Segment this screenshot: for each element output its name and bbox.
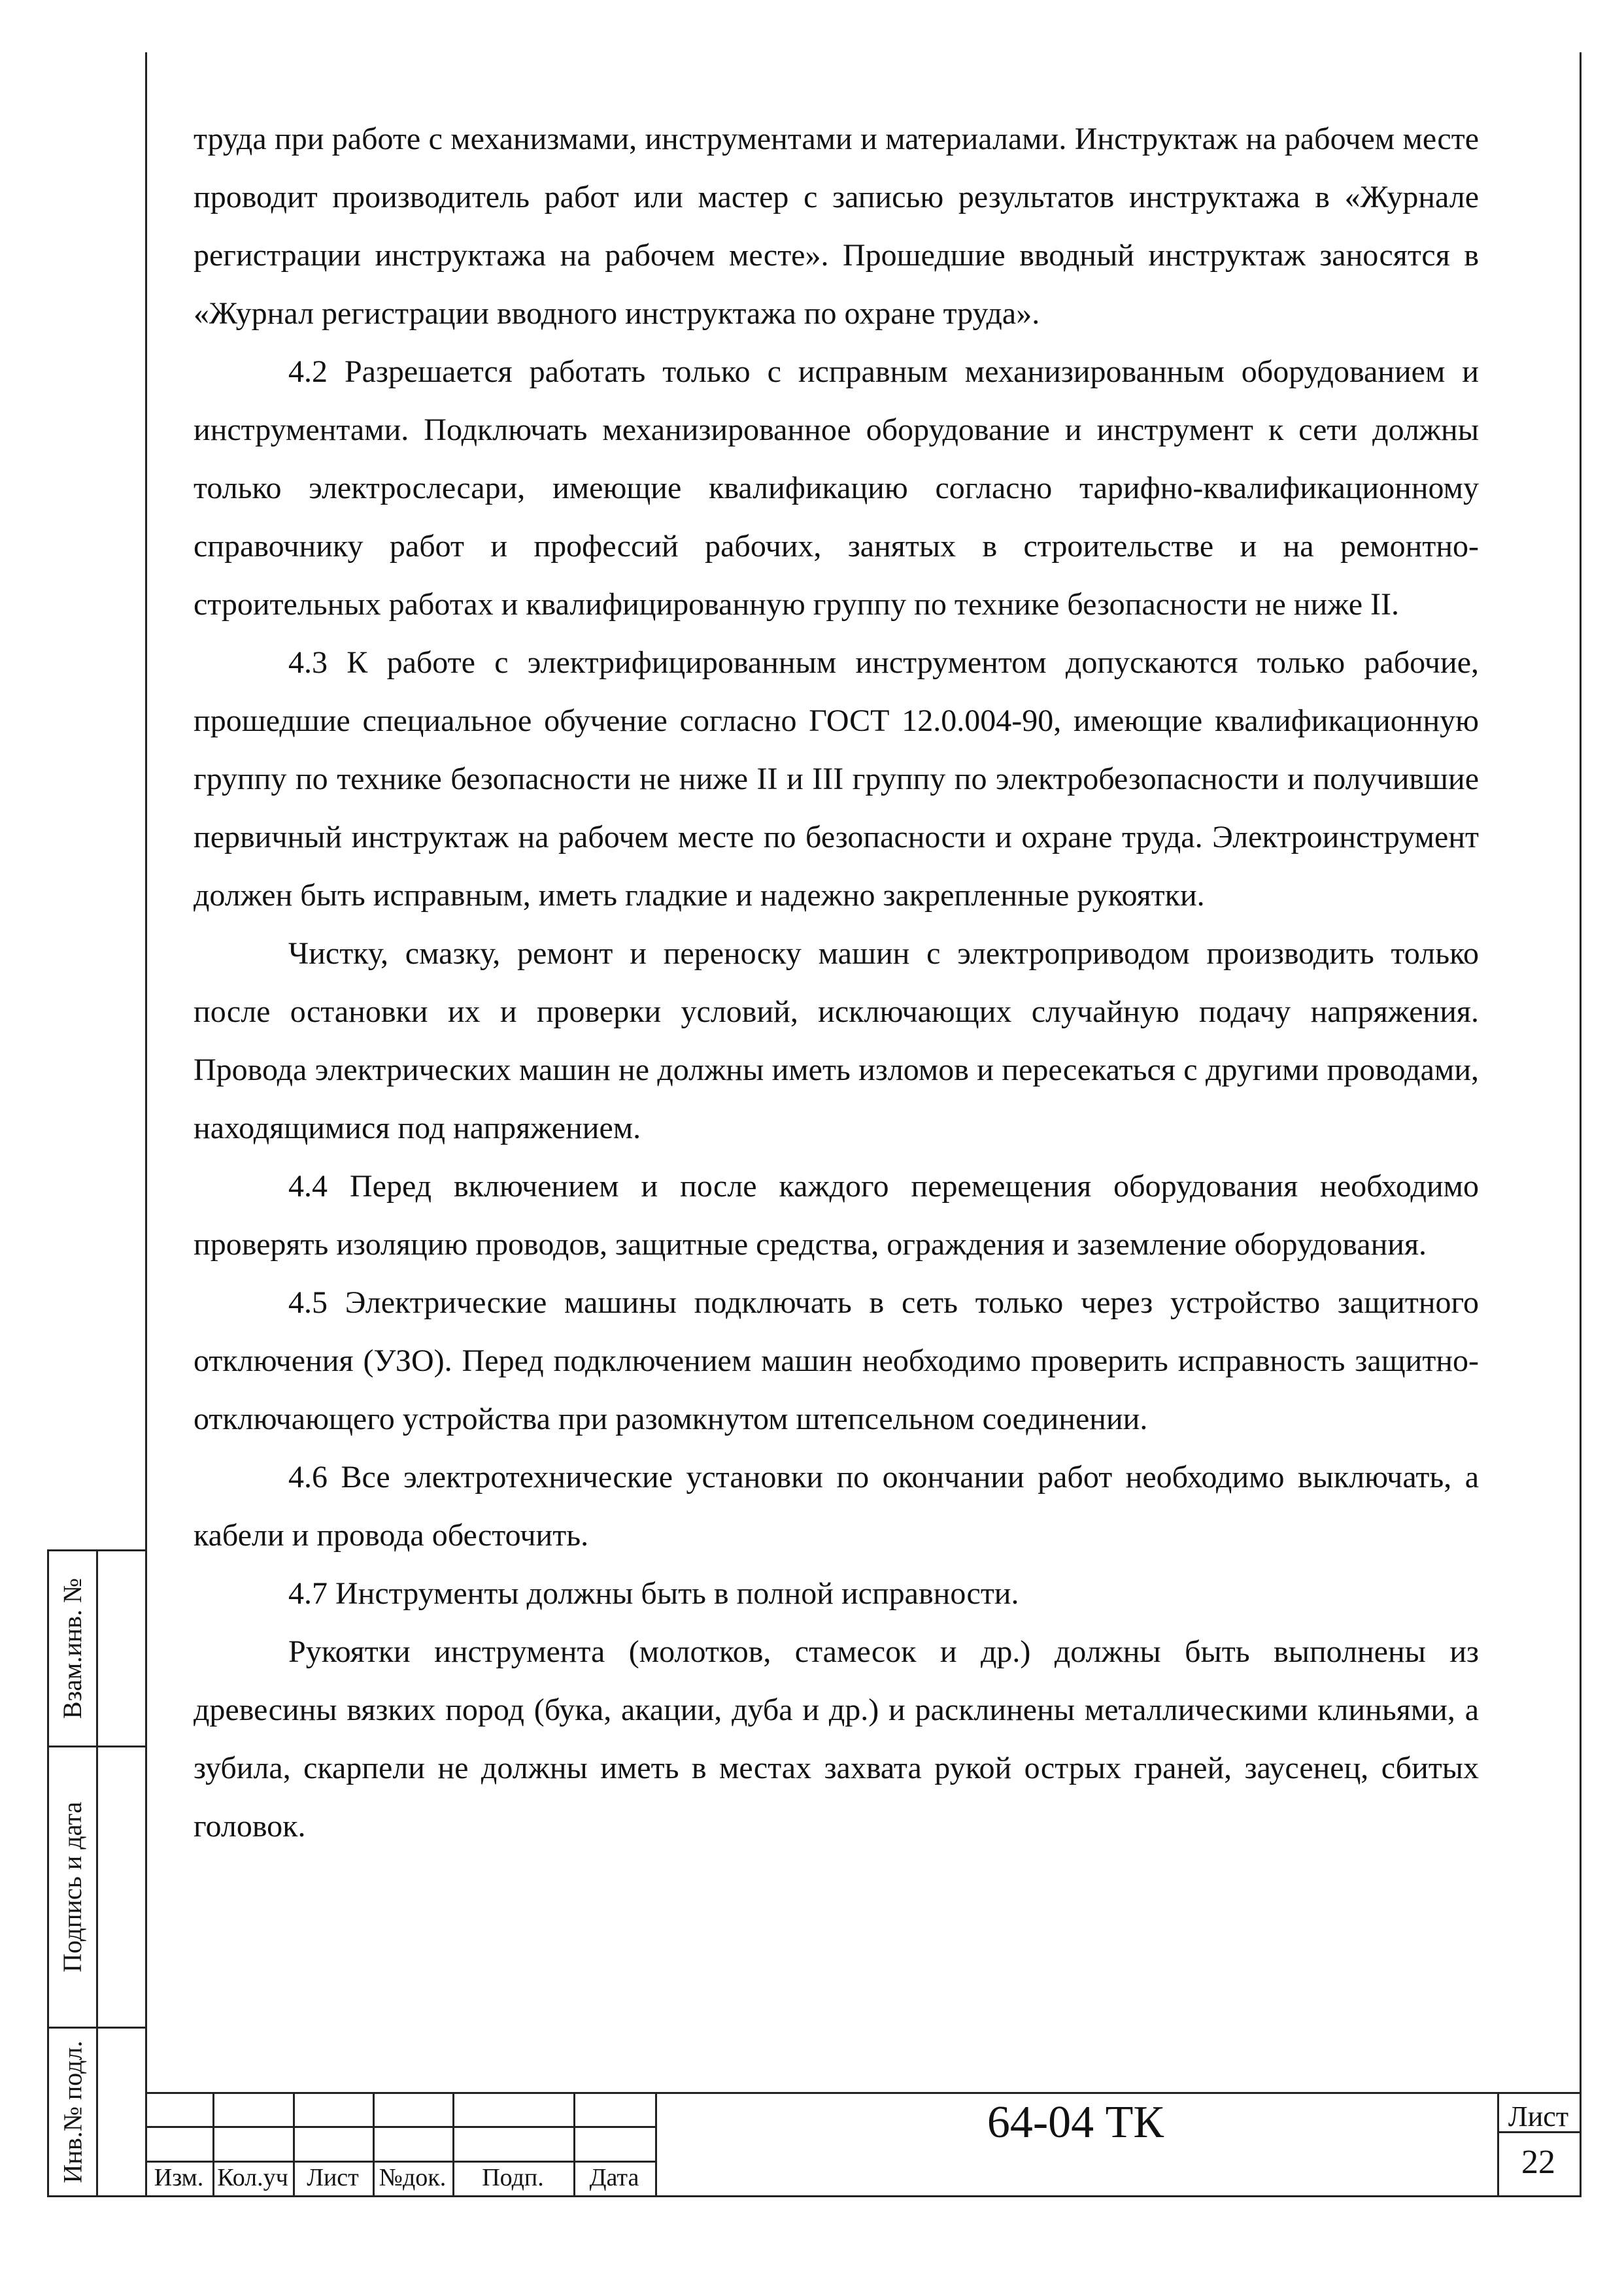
document-code: 64-04 ТК xyxy=(987,2097,1164,2148)
title-block-header: Кол.уч xyxy=(217,2164,288,2191)
paragraph: Рукоятки инструмента (молотков, стамесок и др.) должны быть выполнены из древесины вязких пород (бука, акации, дуба и др.) и расклинены металлическими клиньями, а зубила, скарпели не должны иметь в местах захвата рукой острых граней, заусенец, сбитых головок. xyxy=(194,1634,1479,1844)
sheet-number: 22 xyxy=(1521,2144,1555,2181)
side-stamp-signature-date xyxy=(47,1746,98,2027)
frame-bottom-border xyxy=(47,2195,1582,2197)
paragraph: 4.3 К работе с электрифицированным инструментом допускаются только рабочие, прошедшие специальное обучение согласно ГОСТ 12.0.004-90, имеющие квалификационную группу по технике безопасности не ниже II и III группу по электробезопасности и получившие первичный инструктаж на рабочем месте по безопасности и охране труда. Электроинструмент должен быть исправным, иметь гладкие и надежно закрепленные рукоятки. xyxy=(194,645,1479,913)
title-block-header: Лист xyxy=(307,2164,359,2191)
title-block-row-line xyxy=(145,2126,655,2128)
paragraph: 4.6 Все электротехнические установки по окончании работ необходимо выключать, а кабели и провода обесточить. xyxy=(194,1460,1479,1553)
title-block-header: Изм. xyxy=(154,2164,204,2191)
paragraph: 4.2 Разрешается работать только с исправным механизированным оборудованием и инструментами. Подключать механизированное оборудование и инструмент к сети должны только электрослесари, имеющие квалификацию согласно тарифно-квалификационному справочнику работ и профессий рабочих, занятых в строительстве и на ремонтно-строительных работах и квалифицированную группу по технике безопасности не ниже II. xyxy=(194,354,1479,622)
title-block-header: №док. xyxy=(379,2164,447,2191)
paragraph: 4.4 Перед включением и после каждого перемещения оборудования необходимо проверять изоляцию проводов, защитные средства, ограждения и заземление оборудования. xyxy=(194,1169,1479,1262)
title-block-top-line xyxy=(145,2092,1580,2094)
side-stamp-label: Взам.инв. № xyxy=(58,1577,88,1719)
side-stamp-cell xyxy=(98,2027,145,2195)
frame-right-border xyxy=(1580,52,1582,2197)
side-stamp-original-inv xyxy=(47,2027,98,2195)
paragraph: труда при работе с механизмами, инструментами и материалами. Инструктаж на рабочем месте проводит производитель работ или мастер с записью результатов инструктажа в «Журнале регистрации инструктажа на рабочем месте». Прошедшие вводный инструктаж заносятся в «Журнал регистрации вводного инструктажа по охране труда». xyxy=(194,122,1479,331)
title-block-header: Дата xyxy=(589,2164,639,2191)
sheet-label: Лист xyxy=(1508,2100,1569,2133)
paragraph: 4.7 Инструменты должны быть в полной исправности. xyxy=(288,1576,1019,1611)
title-block-header: Подп. xyxy=(482,2164,544,2191)
paragraph: Чистку, смазку, ремонт и переноску машин с электроприводом производить только после остановки их и проверки условий, исключающих случайную подачу напряжения. Провода электрических машин не должны иметь изломов и пересекаться с другими проводами, находящимися под напряжением. xyxy=(194,936,1479,1145)
side-stamp-cell xyxy=(98,1549,145,1746)
side-stamp-label: Подпись и дата xyxy=(58,1801,88,1973)
side-stamp-label: Инв.№ подл. xyxy=(58,2040,88,2184)
frame-left-border xyxy=(145,52,147,2197)
side-stamp-replace-inv xyxy=(47,1549,98,1746)
document-body xyxy=(194,110,1479,1855)
side-stamp-cell xyxy=(98,1746,145,2027)
paragraph: 4.5 Электрические машины подключать в сеть только через устройство защитного отключения (УЗО). Перед подключением машин необходимо проверить исправность защитно-отключающего устройства при разомкнутом штепсельном соединении. xyxy=(194,1285,1479,1436)
